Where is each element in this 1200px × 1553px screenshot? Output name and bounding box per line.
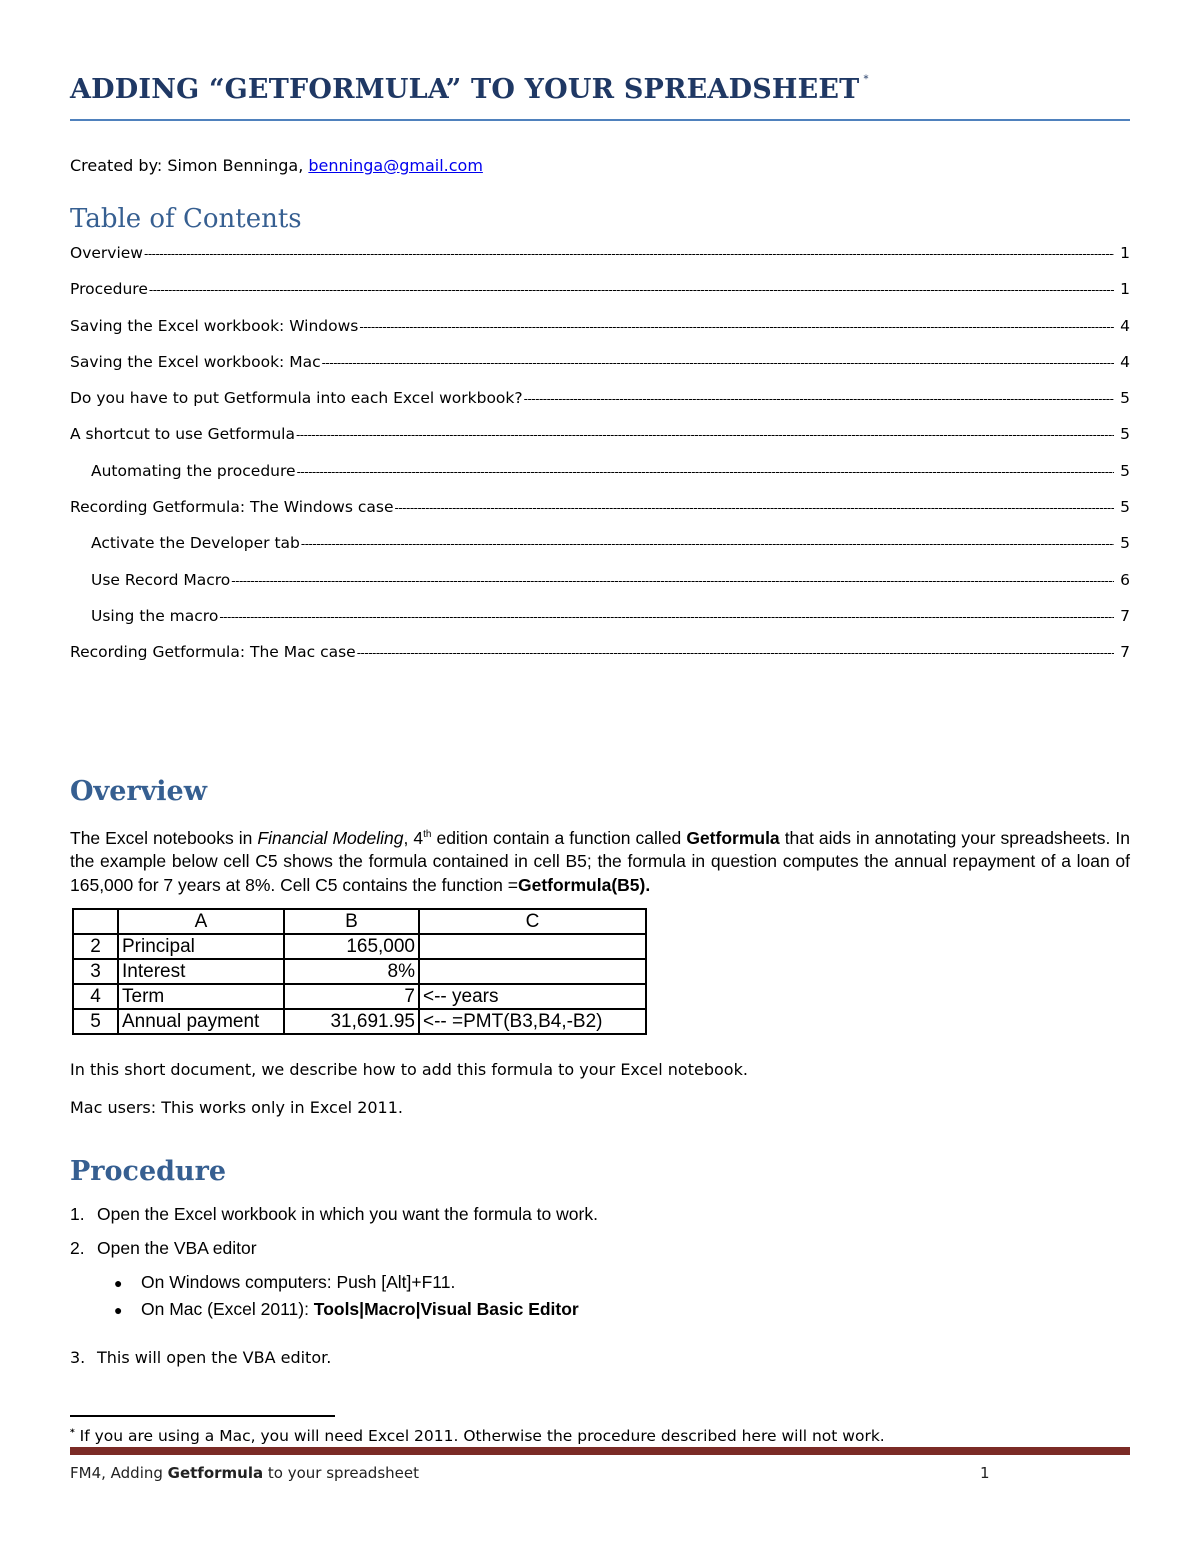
toc-entry[interactable]: A shortcut to use Getformula ----- 5	[70, 425, 1130, 461]
toc-entry[interactable]: Using the macro ----- 7	[70, 607, 1130, 643]
page-number: 1	[980, 1464, 990, 1482]
title-divider	[70, 119, 1130, 121]
overview-heading: Overview	[70, 776, 207, 807]
bullet-icon: ●	[114, 1302, 123, 1318]
table-row: 3 Interest 8%	[73, 959, 646, 984]
list-item: 3. This will open the VBA editor.	[70, 1348, 332, 1367]
footer-text: FM4, Adding Getformula to your spreadsheet	[70, 1464, 419, 1482]
toc-entry[interactable]: Saving the Excel workbook: Windows ----- 4	[70, 317, 1130, 353]
created-by-line	[70, 156, 483, 175]
footnote-divider	[70, 1415, 335, 1417]
author-email-link[interactable]: benninga@gmail.com	[308, 156, 483, 175]
toc-entry[interactable]: Activate the Developer tab ----- 5	[70, 534, 1130, 570]
list-item: 2. Open the VBA editor	[70, 1238, 257, 1258]
toc-entry[interactable]: Saving the Excel workbook: Mac ----- 4	[70, 353, 1130, 389]
col-header-c: C	[419, 909, 646, 934]
sheet-corner	[73, 909, 118, 934]
toc-entry[interactable]: Procedure ----- 1	[70, 280, 1130, 316]
created-by-label: Created by: Simon Benninga,	[70, 156, 309, 175]
bullet-icon: ●	[114, 1275, 123, 1291]
toc-entry[interactable]: Recording Getformula: The Mac case ----- 7	[70, 643, 1130, 679]
table-row: 5 Annual payment 31,691.95 <-- =PMT(B3,B4,-B2)	[73, 1009, 646, 1034]
toc-entry[interactable]: Overview ----- 1	[70, 244, 1130, 280]
table-of-contents	[70, 244, 1130, 680]
footer-divider	[70, 1447, 1130, 1455]
footnote: * If you are using a Mac, you will need Excel 2011. Otherwise the procedure described here will not work.	[70, 1427, 885, 1445]
example-spreadsheet	[72, 908, 647, 1035]
table-row: 2 Principal 165,000	[73, 934, 646, 959]
sheet-header-row	[73, 909, 646, 934]
table-row: 4 Term 7 <-- years	[73, 984, 646, 1009]
col-header-a: A	[118, 909, 284, 934]
toc-entry[interactable]: Use Record Macro ----- 6	[70, 571, 1130, 607]
list-item: ● On Mac (Excel 2011): Tools|Macro|Visual Basic Editor	[114, 1299, 579, 1319]
document-title: ADDING “GETFORMULA” TO YOUR SPREADSHEET *	[70, 74, 869, 105]
toc-heading: Table of Contents	[70, 204, 302, 234]
mac-users-note: Mac users: This works only in Excel 2011.	[70, 1098, 403, 1117]
overview-paragraph: The Excel notebooks in Financial Modeling, 4th edition contain a function called Getformula that aids in annotating your spreadsheets. In the example below cell C5 shows the formula contained in cell B5; the formula in question computes the annual repayment of a loan of 165,000 for 7 years at 8%. Cell C5 contains the function =Getformula(B5).	[70, 827, 1131, 895]
procedure-heading: Procedure	[70, 1156, 227, 1187]
col-header-b: B	[284, 909, 419, 934]
toc-entry[interactable]: Do you have to put Getformula into each Excel workbook? ----- 5	[70, 389, 1130, 425]
overview-description: In this short document, we describe how to add this formula to your Excel notebook.	[70, 1060, 748, 1079]
toc-entry[interactable]: Automating the procedure ----- 5	[70, 462, 1130, 498]
list-item: ● On Windows computers: Push [Alt]+F11.	[114, 1272, 456, 1292]
toc-entry[interactable]: Recording Getformula: The Windows case ----- 5	[70, 498, 1130, 534]
list-item: 1. Open the Excel workbook in which you want the formula to work.	[70, 1204, 598, 1224]
title-footnote-mark: *	[863, 74, 869, 85]
